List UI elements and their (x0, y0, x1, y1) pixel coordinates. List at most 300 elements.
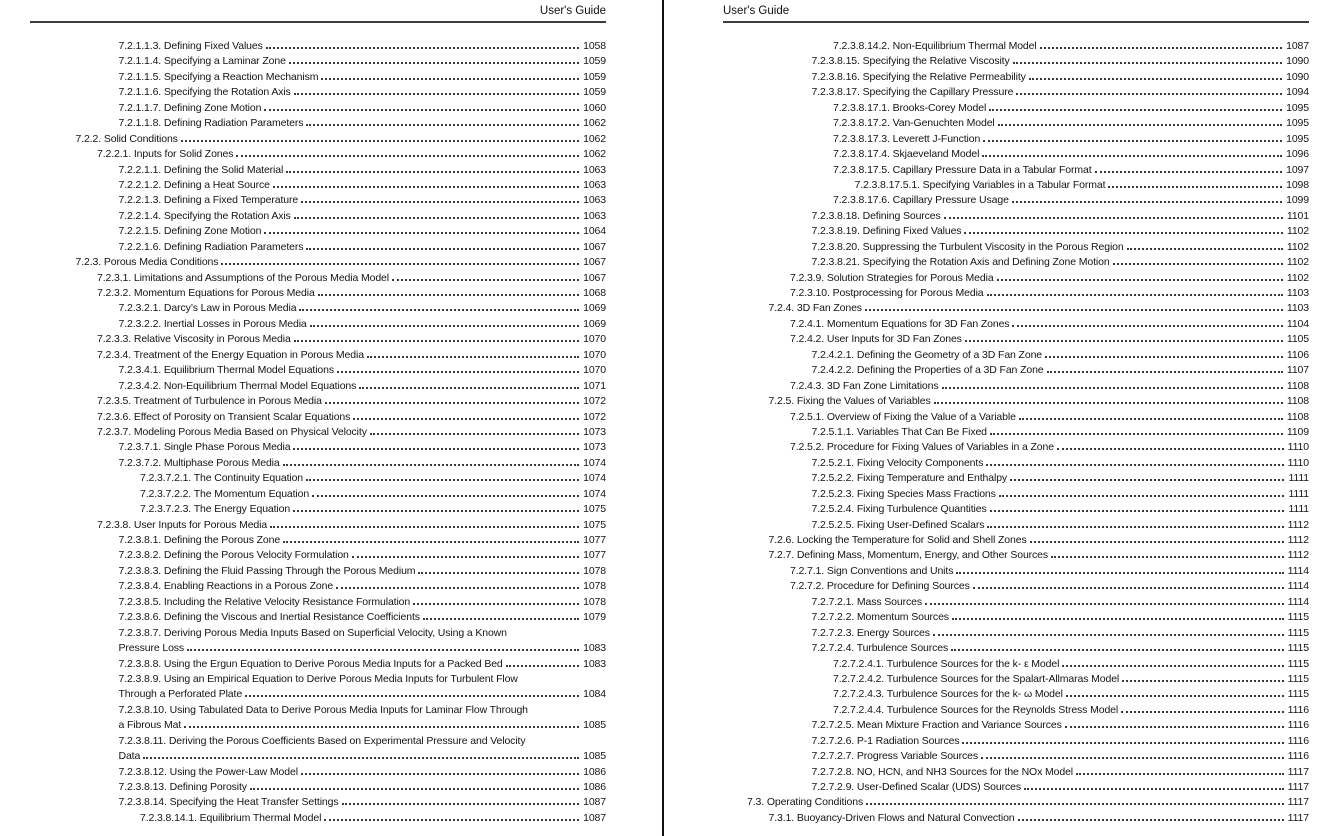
toc-entry[interactable] (30, 410, 606, 425)
toc-entry-label: 7.2.7.2.4.1. Turbulence Sources for the k- ε Model (833, 657, 1060, 670)
toc-entry[interactable] (723, 240, 1309, 255)
toc-entry-label: 7.2.1.1.3. Defining Fixed Values (118, 40, 263, 52)
dot-leader (289, 62, 579, 64)
dot-leader (982, 155, 1282, 157)
toc-entry-label: 7.2.7.2.4. Turbulence Sources (811, 642, 949, 655)
toc-entry-label: 7.2.3.8.9. Using an Empirical Equation to Derive Porous Media Inputs for Turbulent Flow (118, 672, 518, 685)
toc-entry-label: 7.2.7.2.5. Mean Mixture Fraction and Variance Sources (811, 719, 1062, 732)
toc-page-number: 1110 (1287, 456, 1309, 469)
toc-entry[interactable] (30, 363, 606, 378)
toc-entry-label: 7.2.2.1.3. Defining a Fixed Temperature (118, 194, 299, 207)
toc-page-number: 1102 (1286, 225, 1309, 238)
toc-entry-label: 7.2.2.1.4. Specifying the Rotation Axis (118, 209, 291, 222)
toc-entry-label: 7.2.3.8.14.1. Equilibrium Thermal Model (140, 811, 322, 824)
toc-entry-label: 7.2.7.2.1. Mass Sources (811, 595, 922, 608)
toc-entry[interactable] (30, 471, 606, 486)
toc-entry[interactable] (723, 271, 1309, 286)
dot-leader (1012, 325, 1282, 327)
toc-entry-label: 7.2.3.8.17.3. Leverett J-Function (833, 132, 981, 145)
toc-entry-label: 7.3. Operating Conditions (747, 796, 864, 809)
dot-leader (925, 603, 1284, 605)
dot-leader (318, 294, 579, 296)
toc-entry[interactable] (723, 548, 1309, 563)
toc-entry-label: 7.2.3.5. Treatment of Turbulence in Porous Media (97, 395, 322, 408)
dot-leader (986, 464, 1283, 466)
toc-entry[interactable] (723, 734, 1309, 749)
toc-entry[interactable] (30, 209, 606, 224)
toc-page-number: 1062 (583, 117, 606, 130)
toc-entry[interactable] (723, 579, 1309, 594)
dot-leader (181, 140, 579, 142)
toc-entry-label: 7.2.3.8.14. Specifying the Heat Transfer Settings (118, 796, 339, 809)
toc-entry[interactable] (30, 178, 606, 193)
toc-entry[interactable] (30, 224, 606, 239)
toc-page-number: 1064 (583, 225, 606, 238)
dot-leader (266, 47, 579, 49)
toc-page-number: 1102 (1286, 240, 1309, 253)
dot-leader (413, 603, 579, 605)
dot-leader (990, 510, 1285, 512)
dot-leader (342, 803, 580, 805)
toc-entry-label: 7.2.1.1.7. Defining Zone Motion (118, 101, 262, 114)
dot-leader (1066, 695, 1284, 697)
dot-leader (952, 618, 1284, 620)
toc-entry[interactable] (30, 286, 606, 301)
toc-entry-label: 7.2.3.4.2. Non-Equilibrium Thermal Model Equations (118, 379, 357, 392)
toc-entry[interactable] (30, 85, 606, 100)
toc-entry[interactable] (30, 703, 606, 734)
toc-entry[interactable] (723, 178, 1309, 193)
toc-entry-label: 7.2.3.8.14.2. Non-Equilibrium Thermal Model (833, 40, 1037, 52)
dot-leader (250, 788, 579, 790)
dot-leader (294, 340, 579, 342)
toc-entry[interactable] (30, 147, 606, 162)
dot-leader (299, 309, 579, 311)
dot-leader (1051, 556, 1284, 558)
toc-entry[interactable] (723, 394, 1309, 409)
toc-entry[interactable] (30, 564, 606, 579)
toc-entry[interactable] (723, 332, 1309, 347)
dot-leader (944, 217, 1283, 219)
toc-page-number: 1102 (1286, 271, 1309, 284)
toc-entry[interactable] (723, 70, 1309, 85)
toc-entry-label: 7.2.5.1.1. Variables That Can Be Fixed (811, 425, 987, 438)
toc-entry-label: 7.2.4.3. 3D Fan Zone Limitations (790, 379, 939, 392)
toc-entry[interactable] (723, 39, 1309, 54)
toc-entry[interactable] (30, 425, 606, 440)
toc-entry-label: 7.2.3.8.4. Enabling Reactions in a Porous Zone (118, 580, 334, 593)
toc-entry[interactable] (723, 641, 1309, 656)
toc-entry[interactable] (723, 54, 1309, 69)
toc-page-number: 1068 (583, 287, 606, 299)
toc-entry[interactable] (30, 348, 606, 363)
toc-page-number: 1086 (583, 765, 606, 778)
toc-entry[interactable] (723, 425, 1309, 440)
dot-leader (324, 819, 579, 821)
toc-entry-label: 7.2.3.8.17.4. Skjaeveland Model (833, 148, 980, 161)
toc-entry[interactable] (30, 70, 606, 85)
toc-entry[interactable] (30, 101, 606, 116)
toc-entry[interactable] (30, 193, 606, 208)
toc-entry[interactable] (30, 502, 606, 517)
toc-entry[interactable] (30, 456, 606, 471)
toc-page-number: 1075 (583, 503, 606, 516)
toc-entry-label: 7.2.5.2.3. Fixing Species Mass Fractions (811, 487, 996, 500)
toc-entry[interactable] (723, 440, 1309, 455)
toc-entry[interactable] (723, 456, 1309, 471)
toc-entry-label: 7.2.7.2.4.3. Turbulence Sources for the k- ω Model (833, 688, 1063, 701)
toc-entry-label: 7.2.3.8.7. Deriving Porous Media Inputs Based on Superficial Velocity, Using a Known (118, 626, 507, 639)
dot-leader (965, 340, 1283, 342)
toc-entry-label: 7.2.3.3. Relative Viscosity in Porous Media (97, 333, 291, 346)
toc-entry-label: 7.2.3.4.1. Equilibrium Thermal Model Equations (118, 364, 334, 377)
toc-page-number: 1074 (583, 472, 606, 485)
toc-entry-label: 7.3.1. Buoyancy-Driven Flows and Natural Convection (768, 811, 1015, 824)
toc-page-number: 1059 (583, 86, 606, 99)
toc-entry[interactable] (30, 54, 606, 69)
toc-page-number: 1116 (1287, 719, 1309, 732)
toc-entry[interactable] (723, 626, 1309, 641)
toc-entry-label: 7.2.3. Porous Media Conditions (75, 256, 219, 269)
toc-entry-label-continued: Pressure Loss (118, 642, 185, 655)
toc-entry-label: 7.2.3.8.17.1. Brooks-Corey Model (833, 101, 987, 114)
toc-entry[interactable] (723, 703, 1309, 718)
toc-entry[interactable] (30, 163, 606, 178)
toc-entry[interactable] (30, 548, 606, 563)
toc-entry[interactable] (30, 132, 606, 147)
dot-leader (264, 109, 579, 111)
toc-entry[interactable] (723, 502, 1309, 517)
toc-entry[interactable] (723, 718, 1309, 733)
toc-page-number: 1117 (1287, 781, 1309, 793)
dot-leader (865, 309, 1283, 311)
dot-leader (143, 757, 579, 759)
toc-page-number: 1087 (583, 811, 606, 824)
toc-page-number: 1117 (1287, 811, 1309, 824)
toc-page-number: 1116 (1287, 750, 1309, 763)
toc-page-number: 1070 (583, 333, 606, 346)
toc-entry[interactable] (723, 765, 1309, 780)
toc-entry-label: 7.2.4.1. Momentum Equations for 3D Fan Zones (790, 317, 1010, 330)
dot-leader (987, 526, 1283, 528)
toc-entry[interactable] (30, 672, 606, 703)
dot-leader (270, 526, 579, 528)
toc-entry-label-continued: Through a Perforated Plate (118, 688, 243, 701)
toc-entry[interactable] (723, 564, 1309, 579)
toc-page-number: 1077 (583, 534, 606, 546)
toc-entry[interactable] (30, 765, 606, 780)
toc-page-number: 1116 (1287, 703, 1309, 716)
dot-leader (392, 279, 579, 281)
toc-entry-label: 7.2.7.2.4.2. Turbulence Sources for the Spalart-Allmaras Model (833, 672, 1120, 685)
toc-page-number: 1060 (583, 101, 606, 114)
toc-entry-label: 7.2.3.7.1. Single Phase Porous Media (118, 441, 291, 454)
toc-page-number: 1115 (1287, 688, 1309, 701)
toc-entry-label: 7.2.2.1.5. Defining Zone Motion (118, 225, 262, 238)
dot-leader (325, 402, 579, 404)
dot-leader (293, 510, 579, 512)
toc-entry-label: 7.2.4.2.1. Defining the Geometry of a 3D Fan Zone (811, 348, 1043, 361)
toc-entry-label: 7.2.3.8. User Inputs for Porous Media (97, 518, 268, 531)
toc-entry[interactable] (30, 440, 606, 455)
toc-page-number: 1095 (1286, 101, 1309, 114)
dot-leader (987, 294, 1283, 296)
toc-entry[interactable] (723, 780, 1309, 795)
toc-entry-label: 7.2.3.8.21. Specifying the Rotation Axis and Defining Zone Motion (811, 256, 1110, 269)
toc-entry[interactable] (30, 734, 606, 765)
toc-entry-label: 7.2.3.7. Modeling Porous Media Based on Physical Velocity (97, 425, 367, 438)
dot-leader (990, 433, 1283, 435)
toc-entry-label: 7.2.4. 3D Fan Zones (768, 302, 862, 315)
toc-entry[interactable] (723, 410, 1309, 425)
dot-leader (310, 325, 579, 327)
toc-entry-label: 7.2.3.8.2. Defining the Porous Velocity Formulation (118, 549, 349, 562)
dot-leader (306, 479, 579, 481)
toc-page-number: 1112 (1287, 518, 1309, 531)
toc-page-number: 1097 (1286, 163, 1309, 176)
dot-leader (221, 263, 579, 265)
page-header-right (723, 3, 1309, 23)
toc-entry-label: 7.2.1.1.6. Specifying the Rotation Axis (118, 86, 291, 99)
toc-entry-label: 7.2.3.2. Momentum Equations for Porous Media (97, 287, 315, 299)
toc-entry-label-continued: a Fibrous Mat (118, 719, 182, 732)
toc-column-left (30, 39, 606, 826)
toc-entry-label-continued: Data (118, 750, 141, 763)
toc-entry[interactable] (30, 116, 606, 131)
toc-page-number: 1116 (1287, 734, 1309, 747)
dot-leader (1065, 726, 1284, 728)
toc-entry-label: 7.2.3.8.11. Deriving the Porous Coefficients Based on Experimental Pressure and Velocity (118, 734, 526, 747)
toc-entry-label: 7.2.3.8.3. Defining the Fluid Passing Through the Porous Medium (118, 564, 416, 577)
dot-leader (1113, 263, 1283, 265)
toc-entry-label: 7.2.7.2.9. User-Defined Scalar (UDS) Sources (811, 781, 1021, 793)
toc-entry[interactable] (30, 579, 606, 594)
toc-entry[interactable] (723, 147, 1309, 162)
toc-entry[interactable] (30, 240, 606, 255)
toc-page-number: 1111 (1288, 487, 1309, 500)
toc-entry-label: 7.2.6. Locking the Temperature for Solid and Shell Zones (768, 534, 1027, 546)
dot-leader (1045, 356, 1283, 358)
toc-entry[interactable] (723, 749, 1309, 764)
dot-leader (352, 556, 579, 558)
toc-page-number: 1079 (583, 611, 606, 624)
toc-entry[interactable] (723, 101, 1309, 116)
toc-entry[interactable] (30, 487, 606, 502)
toc-entry[interactable] (30, 379, 606, 394)
toc-entry[interactable] (30, 317, 606, 332)
toc-entry-label: 7.2.3.8.19. Defining Fixed Values (811, 225, 962, 238)
toc-entry[interactable] (723, 610, 1309, 625)
toc-page-number: 1115 (1287, 626, 1309, 639)
toc-entry-label: 7.2.3.8.17.2. Van-Genuchten Model (833, 117, 995, 130)
dot-leader (423, 618, 579, 620)
toc-page-number: 1059 (583, 70, 606, 83)
toc-entry[interactable] (30, 518, 606, 533)
running-title: User's Guide (723, 5, 790, 17)
toc-page-number: 1069 (583, 317, 606, 330)
dot-leader (998, 124, 1282, 126)
toc-entry-label: 7.2.3.8.15. Specifying the Relative Viscosity (811, 55, 1010, 68)
toc-page-number: 1103 (1286, 302, 1309, 315)
toc-entry-label: 7.2.3.8.17.6. Capillary Pressure Usage (833, 194, 1009, 207)
toc-entry[interactable] (30, 39, 606, 54)
dot-leader (418, 572, 579, 574)
dot-leader (273, 186, 579, 188)
toc-page-number: 1114 (1287, 564, 1309, 577)
toc-page-number: 1102 (1286, 256, 1309, 269)
toc-entry[interactable] (723, 657, 1309, 672)
running-title: User's Guide (539, 5, 606, 17)
toc-entry-label: 7.2.5. Fixing the Values of Variables (768, 395, 931, 408)
toc-page-number: 1098 (1286, 178, 1309, 191)
toc-entry[interactable] (723, 348, 1309, 363)
toc-entry[interactable] (723, 193, 1309, 208)
toc-page-number: 1108 (1286, 395, 1309, 408)
dot-leader (1121, 711, 1284, 713)
dot-leader (293, 448, 579, 450)
page-divider-line (662, 0, 664, 836)
dot-leader (312, 495, 579, 497)
dot-leader (306, 124, 579, 126)
dot-leader (286, 171, 579, 173)
dot-leader (942, 387, 1283, 389)
toc-page-number: 1087 (583, 796, 606, 809)
toc-entry[interactable] (723, 518, 1309, 533)
toc-page-number: 1071 (583, 379, 606, 392)
toc-entry[interactable] (30, 657, 606, 672)
toc-entry[interactable] (723, 317, 1309, 332)
dot-leader (1095, 171, 1283, 173)
toc-entry[interactable] (30, 811, 606, 826)
toc-entry[interactable] (723, 672, 1309, 687)
toc-entry[interactable] (30, 595, 606, 610)
dot-leader (989, 109, 1282, 111)
dot-leader (1024, 788, 1284, 790)
toc-page-number: 1084 (583, 688, 606, 701)
toc-entry[interactable] (723, 487, 1309, 502)
toc-entry-label: 7.2.5.2.2. Fixing Temperature and Enthalpy (811, 472, 1008, 485)
toc-entry[interactable] (30, 271, 606, 286)
toc-entry-label: 7.2.3.4. Treatment of the Energy Equation in Porous Media (97, 348, 364, 361)
toc-entry[interactable] (723, 255, 1309, 270)
toc-entry-label: 7.2.3.8.17. Specifying the Capillary Pressure (811, 86, 1014, 99)
toc-entry[interactable] (30, 610, 606, 625)
toc-entry-label: 7.2.3.8.18. Defining Sources (811, 209, 941, 222)
toc-entry[interactable] (723, 795, 1309, 810)
toc-page-number: 1095 (1286, 132, 1309, 145)
toc-page-number: 1063 (583, 163, 606, 176)
toc-entry[interactable] (723, 379, 1309, 394)
toc-entry[interactable] (723, 533, 1309, 548)
toc-entry[interactable] (723, 363, 1309, 378)
toc-entry[interactable] (30, 533, 606, 548)
toc-page-number: 1075 (583, 518, 606, 531)
toc-page-number: 1072 (583, 410, 606, 423)
dot-leader (337, 371, 579, 373)
toc-entry[interactable] (723, 811, 1309, 826)
toc-page-number: 1078 (583, 580, 606, 593)
toc-entry[interactable] (723, 209, 1309, 224)
toc-page-number: 1062 (583, 132, 606, 145)
dot-leader (1057, 448, 1284, 450)
toc-entry[interactable] (723, 286, 1309, 301)
dot-leader (1029, 78, 1282, 80)
dot-leader (506, 665, 579, 667)
dot-leader (301, 773, 579, 775)
dot-leader (294, 217, 579, 219)
toc-page-number: 1078 (583, 595, 606, 608)
dot-leader (934, 402, 1283, 404)
dot-leader (1018, 819, 1284, 821)
toc-page-number: 1067 (583, 271, 606, 284)
toc-page-number: 1070 (583, 348, 606, 361)
toc-entry[interactable] (723, 301, 1309, 316)
toc-page-number: 1104 (1286, 317, 1309, 330)
dot-leader (1108, 186, 1282, 188)
toc-entry-label: 7.2.3.1. Limitations and Assumptions of the Porous Media Model (97, 271, 389, 284)
toc-page-number: 1114 (1287, 580, 1309, 593)
dot-leader (951, 649, 1284, 651)
toc-page-number: 1111 (1288, 503, 1309, 516)
toc-page-number: 1083 (583, 657, 606, 670)
toc-entry[interactable] (723, 132, 1309, 147)
toc-entry-label: 7.2.2. Solid Conditions (75, 132, 178, 145)
dot-leader (367, 356, 579, 358)
toc-entry-label: 7.2.7.2.2. Momentum Sources (811, 611, 949, 624)
toc-page-number: 1109 (1286, 425, 1309, 438)
toc-entry[interactable] (30, 301, 606, 316)
dot-leader (1047, 371, 1283, 373)
toc-entry-label: 7.2.3.2.2. Inertial Losses in Porous Media (118, 317, 307, 330)
toc-entry[interactable] (30, 332, 606, 347)
toc-page-number: 1074 (583, 456, 606, 469)
dot-leader (321, 78, 579, 80)
toc-entry-label: 7.2.3.8.10. Using Tabulated Data to Derive Porous Media Inputs for Laminar Flow Through (118, 703, 528, 716)
toc-entry-label: 7.2.1.1.4. Specifying a Laminar Zone (118, 55, 286, 68)
toc-entry[interactable] (30, 394, 606, 409)
toc-entry[interactable] (723, 595, 1309, 610)
toc-page-number: 1085 (583, 719, 606, 732)
toc-entry[interactable] (30, 795, 606, 810)
toc-page-number: 1117 (1287, 796, 1309, 809)
toc-entry[interactable] (723, 85, 1309, 100)
toc-page-number: 1067 (583, 256, 606, 269)
toc-page-number: 1058 (583, 40, 606, 52)
toc-entry[interactable] (30, 255, 606, 270)
toc-entry-label: 7.2.7. Defining Mass, Momentum, Energy, and Other Sources (768, 549, 1049, 562)
toc-entry[interactable] (723, 116, 1309, 131)
dot-leader (245, 695, 579, 697)
toc-entry[interactable] (723, 224, 1309, 239)
toc-entry-label: 7.2.3.8.6. Defining the Viscous and Inertial Resistance Coefficients (118, 611, 420, 624)
toc-page-number: 1095 (1286, 117, 1309, 130)
toc-entry[interactable] (723, 471, 1309, 486)
toc-entry[interactable] (30, 780, 606, 795)
toc-entry[interactable] (723, 163, 1309, 178)
toc-entry[interactable] (723, 687, 1309, 702)
dot-leader (184, 726, 579, 728)
toc-entry-label: 7.2.2.1.2. Defining a Heat Source (118, 178, 270, 191)
toc-page-number: 1115 (1287, 642, 1309, 655)
dot-leader (956, 572, 1283, 574)
toc-page-number: 1114 (1287, 595, 1309, 608)
toc-page-number: 1059 (583, 55, 606, 68)
toc-page-number: 1090 (1286, 55, 1309, 68)
toc-page-number: 1077 (583, 549, 606, 562)
toc-page-number: 1115 (1287, 657, 1309, 670)
dot-leader (294, 93, 579, 95)
toc-entry[interactable] (30, 626, 606, 657)
